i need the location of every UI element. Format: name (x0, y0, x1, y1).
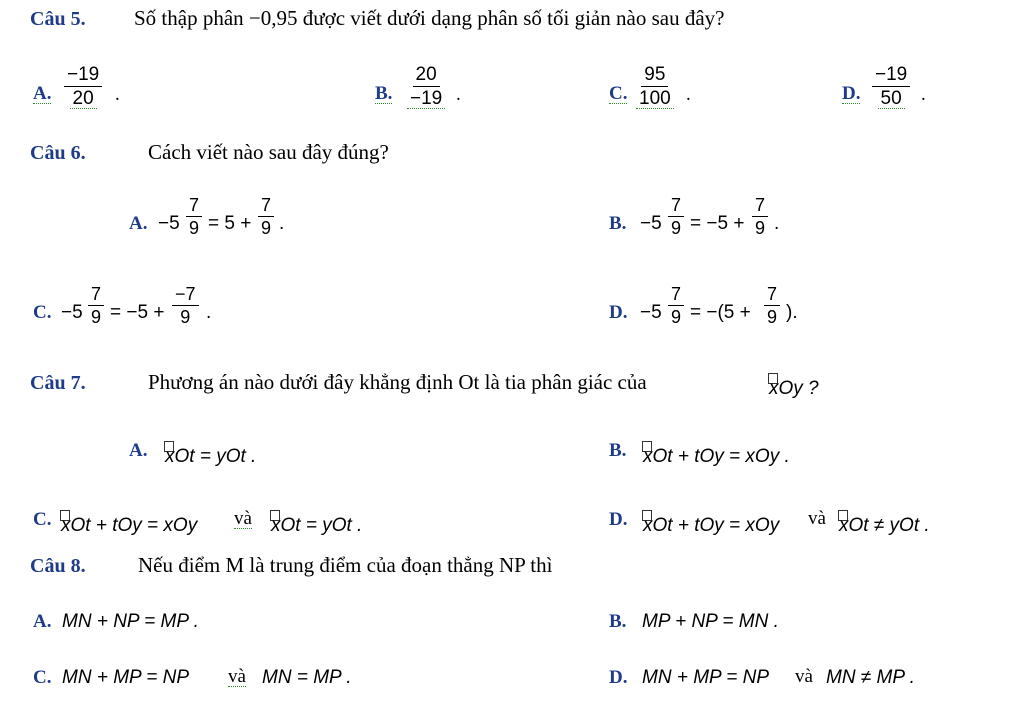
option-d-expr: xOt + tOy = xOy (642, 510, 779, 535)
option-b-expr: MP + NP = MN . (642, 611, 779, 632)
option-b-expr: xOt + tOy = xOy . (642, 441, 790, 466)
option-a-fraction: $\frac{-19}{20}$ (64, 65, 102, 109)
question-number: Câu 6. (30, 142, 86, 164)
option-a-expr: xOt = yOt . (164, 441, 256, 466)
option-label-c: C. (33, 302, 52, 323)
question-number: Câu 8. (30, 555, 86, 577)
option-label-d: D. (842, 83, 861, 104)
option-c-fraction: $\frac{-7}{9}$ (172, 285, 199, 326)
question-text: Phương án nào dưới đây khẳng định Ot là tia phân giác của (148, 370, 647, 394)
option-label-d: D. (609, 509, 628, 530)
option-label-b: B. (609, 440, 627, 461)
option-d-mixed-fraction: $\frac{7}{9}$ (668, 285, 684, 326)
option-label-a: A. (33, 611, 52, 632)
option-b-mixed-fraction: $\frac{7}{9}$ (668, 196, 684, 237)
question-number: Câu 7. (30, 372, 86, 394)
option-c-mixed-fraction: $\frac{7}{9}$ (88, 285, 104, 326)
option-label-a: A. (129, 213, 148, 234)
option-label-b: B. (609, 611, 627, 632)
option-label-c: C. (609, 83, 628, 104)
option-a-mixed-fraction: $\frac{7}{9}$ (186, 196, 202, 237)
option-d-fraction: $\frac{7}{9}$ (764, 285, 780, 326)
angle-xoy: xOy ? (768, 373, 819, 398)
question-text: Số thập phân −0,95 được viết dưới dạng phân số tối giản nào sau đây? (134, 6, 725, 30)
question-text: Nếu điểm M là trung điểm của đoạn thẳng NP thì (138, 553, 553, 577)
option-d-fraction: $\frac{-19}{50}$ (872, 65, 910, 109)
option-c-fraction: $\frac{95}{100}$ (636, 65, 674, 109)
question-text: Cách viết nào sau đây đúng? (148, 140, 389, 164)
option-label-d: D. (609, 302, 628, 323)
option-a-expr: MN + NP = MP . (62, 611, 199, 632)
option-c-expr: MN + MP = NP (62, 667, 190, 688)
option-b-fraction: $\frac{20}{-19}$ (407, 65, 445, 109)
option-a-fraction: $\frac{7}{9}$ (258, 196, 274, 237)
option-label-a: A. (33, 83, 52, 104)
option-b-fraction: $\frac{7}{9}$ (752, 196, 768, 237)
option-label-a: A. (129, 440, 148, 461)
option-label-b: B. (609, 213, 627, 234)
option-label-c: C. (33, 667, 52, 688)
option-d-expr: MN + MP = NP (642, 667, 770, 688)
question-number: Câu 5. (30, 8, 86, 30)
option-label-d: D. (609, 667, 628, 688)
option-c-expr: xOt + tOy = xOy (60, 510, 197, 535)
option-label-c: C. (33, 509, 52, 530)
option-label-b: B. (375, 83, 393, 104)
